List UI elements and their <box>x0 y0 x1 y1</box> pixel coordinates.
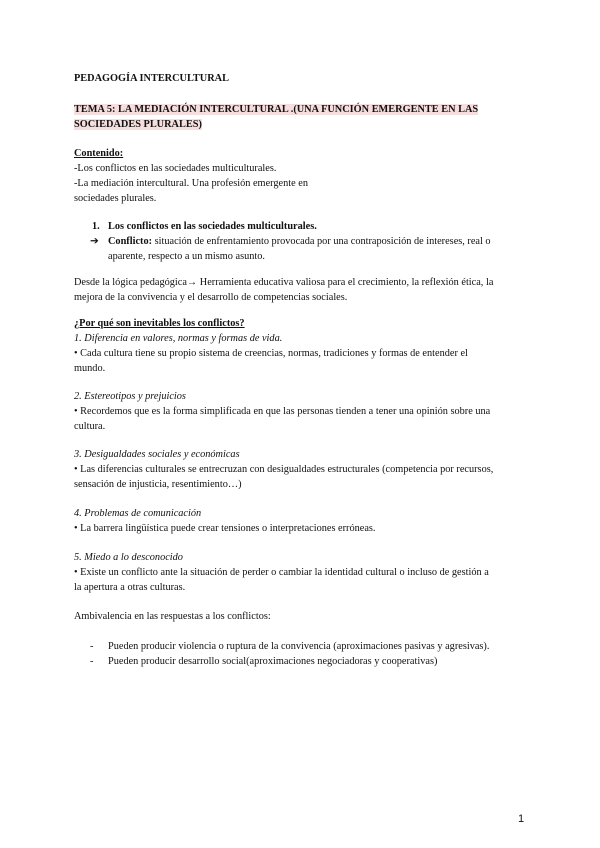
cause-5-title: 5. Miedo a lo desconocido <box>74 552 183 563</box>
response-1-text: Pueden producir violencia o ruptura de la convivencia (aproximaciones pasivas y agresivas). <box>108 641 490 652</box>
contents-block <box>74 146 530 206</box>
section-1-number: 1. <box>92 221 100 232</box>
conflict-definition <box>74 234 530 264</box>
conflict-definition-a: situación de enfrentamiento provocada por una contraposición de intereses, real o <box>152 236 491 247</box>
cause-3-text-a: • Las diferencias culturales se entrecruzan con desigualdades estructurales (competencia por recursos, <box>74 464 494 475</box>
cause-1-text-b: mundo. <box>74 363 106 374</box>
response-2-text: Pueden producir desarrollo social(aproximaciones negociadoras y cooperativas) <box>108 656 438 667</box>
cause-2-text-a: • Recordemos que es la forma simplificada en que las personas tienden a tener una opinión sobre una <box>74 406 491 417</box>
section-1-heading <box>74 219 530 234</box>
pedagogy-line-1: Desde la lógica pedagógica→ Herramienta educativa valiosa para el crecimiento, la reflexión ética, la <box>74 277 494 288</box>
cause-3-text-b: sensación de injusticia, resentimiento…) <box>74 479 242 490</box>
cause-1-title: 1. Diferencia en valores, normas y formas de vida. <box>74 333 283 344</box>
dash-bullet: - <box>90 641 94 652</box>
response-item-1 <box>74 639 530 654</box>
arrow-bullet-icon: ➔ <box>90 236 99 247</box>
dash-bullet: - <box>90 656 94 667</box>
ambivalence-text: Ambivalencia en las respuestas a los conflictos: <box>74 611 271 622</box>
conflict-term: Conflicto: <box>108 236 153 247</box>
contents-item-1: -Los conflictos en las sociedades multiculturales. <box>74 163 277 174</box>
section-1-title: Los conflictos en las sociedades multiculturales. <box>108 221 317 232</box>
cause-4 <box>74 506 530 536</box>
contents-item-2a: -La mediación intercultural. Una profesión emergente en <box>74 178 308 189</box>
contents-heading: Contenido: <box>74 148 124 159</box>
cause-5-text-a: • Existe un conflicto ante la situación de perder o cambiar la identidad cultural o incluso de gestión a <box>74 567 489 578</box>
subject-heading: PEDAGOGÍA INTERCULTURAL <box>74 73 229 84</box>
contents-item-2b: sociedades plurales. <box>74 193 157 204</box>
cause-5-text-b: la apertura a otras culturas. <box>74 582 186 593</box>
cause-4-title: 4. Problemas de comunicación <box>74 508 202 519</box>
cause-3 <box>74 447 530 492</box>
topic-title <box>74 102 530 132</box>
topic-title-line-2: SOCIEDADES PLURALES) <box>74 119 202 130</box>
conflict-definition-b: aparente, respecto a un mismo asunto. <box>108 251 265 262</box>
cause-1-text-a: • Cada cultura tiene su propio sistema de creencias, normas, tradiciones y formas de entender el <box>74 348 468 359</box>
why-heading: ¿Por qué son inevitables los conflictos? <box>74 318 245 329</box>
pedagogy-paragraph <box>74 275 530 305</box>
cause-5 <box>74 550 530 595</box>
response-item-2 <box>74 654 530 669</box>
cause-4-text: • La barrera lingüística puede crear tensiones o interpretaciones erróneas. <box>74 523 376 534</box>
cause-2-text-b: cultura. <box>74 421 106 432</box>
page-number: 1 <box>518 813 525 825</box>
conflict-definition-text <box>108 234 530 264</box>
cause-1 <box>74 331 530 376</box>
cause-3-title: 3. Desigualdades sociales y económicas <box>74 449 240 460</box>
topic-title-line-1: TEMA 5: LA MEDIACIÓN INTERCULTURAL .(UNA FUNCIÓN EMERGENTE EN LAS <box>74 104 479 115</box>
pedagogy-line-2: mejora de la convivencia y el desarrollo de competencias sociales. <box>74 292 348 303</box>
cause-2-title: 2. Estereotipos y prejuicios <box>74 391 186 402</box>
cause-2 <box>74 389 530 434</box>
